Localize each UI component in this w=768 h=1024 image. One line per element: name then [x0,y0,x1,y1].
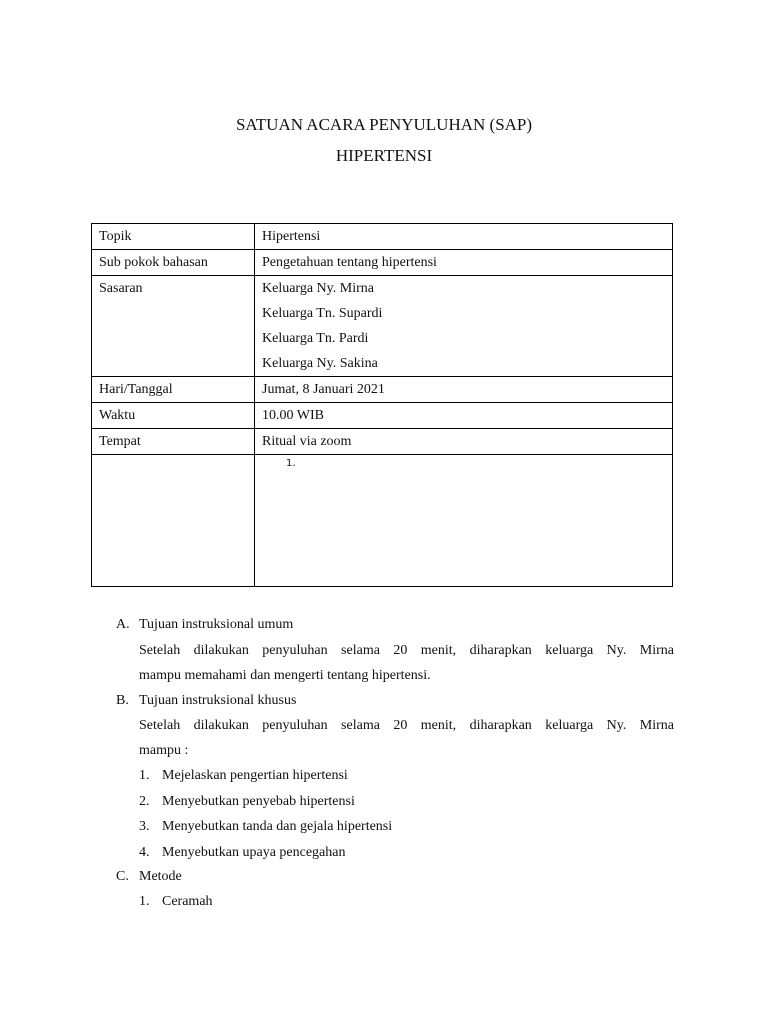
sasaran-item: Keluarga Ny. Mirna [262,281,374,296]
section-a-paragraph-line: Setelah dilakukan penyuluhan selama 20 menit, diharapkan keluarga Ny. Mirna [139,643,674,658]
sasaran-item: Keluarga Tn. Pardi [262,331,369,346]
table-row [92,377,673,403]
list-item: Ceramah [162,894,213,909]
list-number: 1. [286,458,296,469]
sasaran-item: Keluarga Ny. Sakina [262,356,378,371]
table-row [92,250,673,276]
empty-value-cell [255,455,673,587]
section-b-paragraph-line: mampu : [139,743,189,758]
list-number: 2. [139,794,150,809]
section-a-paragraph-line: mampu memahami dan mengerti tentang hipertensi. [139,668,431,683]
list-number: 1. [139,894,150,909]
sasaran-item: Keluarga Tn. Supardi [262,306,383,321]
list-number: 3. [139,819,150,834]
list-item: Mejelaskan pengertian hipertensi [162,768,348,783]
sap-info-table [91,223,673,587]
section-c-letter: C. [116,869,129,884]
section-b-heading: Tujuan instruksional khusus [139,693,297,708]
list-item: Menyebutkan upaya pencegahan [162,845,346,860]
row-value-sasaran [255,276,673,377]
row-value-sub-pokok-bahasan: Pengetahuan tentang hipertensi [255,250,673,276]
table-row [92,276,673,377]
list-item: Menyebutkan tanda dan gejala hipertensi [162,819,393,834]
row-label-waktu: Waktu [92,403,255,429]
row-label-tempat: Tempat [92,429,255,455]
table-row [92,429,673,455]
section-c-heading: Metode [139,869,182,884]
section-b-paragraph-line: Setelah dilakukan penyuluhan selama 20 menit, diharapkan keluarga Ny. Mirna [139,718,674,733]
row-value-topik: Hipertensi [255,224,673,250]
table-row [92,224,673,250]
row-value-waktu: 10.00 WIB [255,403,673,429]
row-label-hari-tanggal: Hari/Tanggal [92,377,255,403]
list-number: 1. [139,768,150,783]
list-number: 4. [139,845,150,860]
empty-label-cell [92,455,255,587]
row-label-sub-pokok-bahasan: Sub pokok bahasan [92,250,255,276]
row-label-sasaran: Sasaran [92,276,255,377]
table-row-empty [92,455,673,587]
section-a-heading: Tujuan instruksional umum [139,617,294,632]
document-title: SATUAN ACARA PENYULUHAN (SAP) [235,115,533,134]
row-value-tempat: Ritual via zoom [255,429,673,455]
row-label-topik: Topik [92,224,255,250]
section-a-letter: A. [116,617,130,632]
document-subtitle: HIPERTENSI [335,146,433,165]
table-row [92,403,673,429]
row-value-hari-tanggal: Jumat, 8 Januari 2021 [255,377,673,403]
list-item: Menyebutkan penyebab hipertensi [162,794,355,809]
section-b-letter: B. [116,693,129,708]
